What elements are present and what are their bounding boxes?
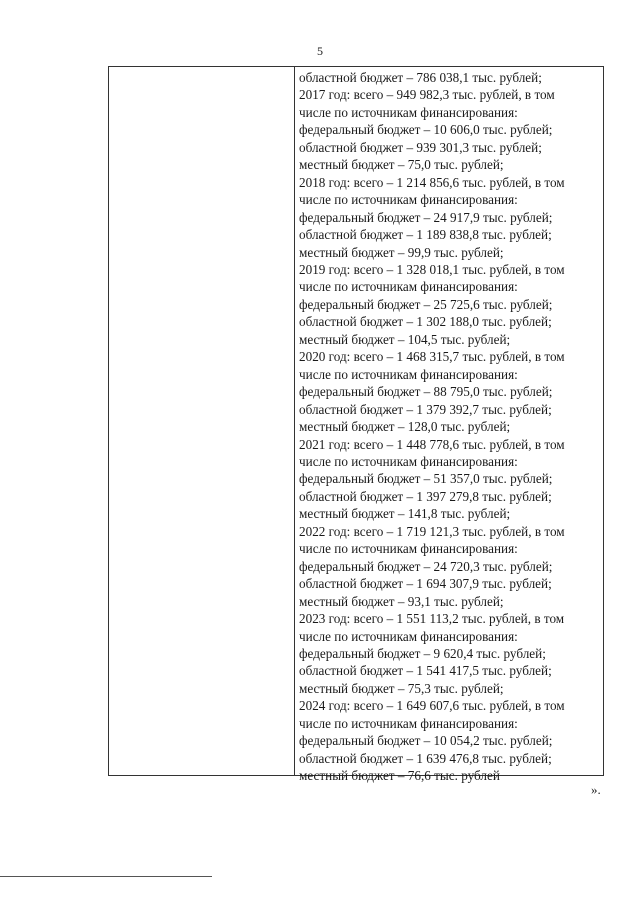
- text-line: областной бюджет – 939 301,3 тыс. рублей;: [299, 139, 542, 155]
- text-line: числе по источникам финансирования:: [299, 192, 518, 208]
- text-line: местный бюджет – 75,3 тыс. рублей;: [299, 680, 504, 696]
- text-line: областной бюджет – 1 302 188,0 тыс. рублей;: [299, 314, 552, 330]
- text-line: 2017 год: всего – 949 982,3 тыс. рублей, в том: [299, 87, 555, 103]
- text-line: федеральный бюджет – 10 606,0 тыс. рублей;: [299, 122, 553, 138]
- text-line: местный бюджет – 75,0 тыс. рублей;: [299, 157, 504, 173]
- footnote-divider: [0, 876, 212, 877]
- text-line: областной бюджет – 1 541 417,5 тыс. рублей;: [299, 663, 552, 679]
- text-line: федеральный бюджет – 25 725,6 тыс. рублей;: [299, 296, 553, 312]
- text-line: федеральный бюджет – 9 620,4 тыс. рублей;: [299, 645, 546, 661]
- text-line: федеральный бюджет – 10 054,2 тыс. рублей;: [299, 733, 553, 749]
- text-line: федеральный бюджет – 88 795,0 тыс. рублей;: [299, 384, 553, 400]
- text-line: областной бюджет – 1 189 838,8 тыс. рублей;: [299, 227, 552, 243]
- text-line: 2024 год: всего – 1 649 607,6 тыс. рублей, в том: [299, 698, 565, 714]
- text-line: 2022 год: всего – 1 719 121,3 тыс. рублей, в том: [299, 523, 565, 539]
- text-line: местный бюджет – 93,1 тыс. рублей;: [299, 593, 504, 609]
- text-line: 2020 год: всего – 1 468 315,7 тыс. рублей, в том: [299, 349, 565, 365]
- text-line: числе по источникам финансирования:: [299, 628, 518, 644]
- text-line: местный бюджет – 141,8 тыс. рублей;: [299, 506, 511, 522]
- closing-quote-mark: ».: [591, 782, 601, 797]
- text-line: числе по источникам финансирования:: [299, 715, 518, 731]
- text-line: местный бюджет – 104,5 тыс. рублей;: [299, 331, 511, 347]
- text-line: федеральный бюджет – 24 917,9 тыс. рублей;: [299, 209, 553, 225]
- text-line: числе по источникам финансирования:: [299, 541, 518, 557]
- text-line: областной бюджет – 1 639 476,8 тыс. рублей;: [299, 750, 552, 766]
- text-line: числе по источникам финансирования:: [299, 104, 518, 120]
- page-number: 5: [317, 44, 323, 58]
- text-line: областной бюджет – 1 397 279,8 тыс. рублей;: [299, 488, 552, 504]
- text-line: 2019 год: всего – 1 328 018,1 тыс. рублей, в том: [299, 261, 565, 277]
- financing-text-cell: [295, 67, 603, 784]
- text-line: 2023 год: всего – 1 551 113,2 тыс. рублей, в том: [299, 611, 565, 627]
- text-line: местный бюджет – 99,9 тыс. рублей;: [299, 244, 504, 260]
- text-line: 2021 год: всего – 1 448 778,6 тыс. рублей, в том: [299, 436, 565, 452]
- text-line: 2018 год: всего – 1 214 856,6 тыс. рублей, в том: [299, 174, 565, 190]
- text-line: числе по источникам финансирования:: [299, 279, 518, 295]
- text-line: областной бюджет – 1 379 392,7 тыс. рублей;: [299, 401, 552, 417]
- text-line: местный бюджет – 128,0 тыс. рублей;: [299, 419, 511, 435]
- text-line: федеральный бюджет – 51 357,0 тыс. рублей;: [299, 471, 553, 487]
- text-line: местный бюджет – 76,6 тыс. рублей: [299, 768, 500, 784]
- text-line: числе по источникам финансирования:: [299, 366, 518, 382]
- text-line: федеральный бюджет – 24 720,3 тыс. рублей;: [299, 558, 553, 574]
- text-line: областной бюджет – 1 694 307,9 тыс. рублей;: [299, 576, 552, 592]
- text-line: числе по источникам финансирования:: [299, 453, 518, 469]
- text-line: областной бюджет – 786 038,1 тыс. рублей;: [299, 70, 542, 85]
- passport-table: [108, 66, 604, 784]
- table-label-cell: [109, 67, 295, 775]
